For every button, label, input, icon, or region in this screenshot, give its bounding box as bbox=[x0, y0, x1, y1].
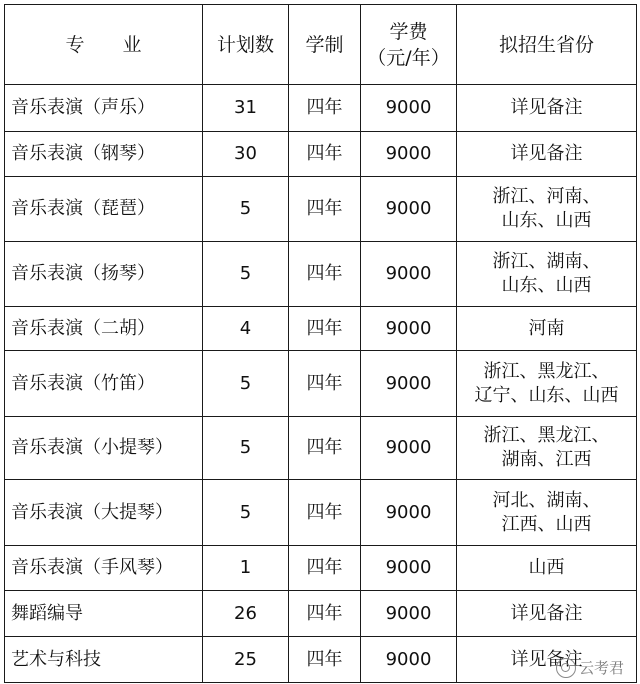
fee-cell: 9000 bbox=[361, 637, 457, 683]
table-row bbox=[5, 177, 637, 242]
plan-cell: 5 bbox=[203, 417, 289, 480]
provinces-cell bbox=[457, 242, 637, 307]
provinces-line: 详见备注 bbox=[510, 97, 583, 118]
major-cell: 音乐表演（琵琶） bbox=[5, 177, 203, 242]
table-row bbox=[5, 307, 637, 351]
header-tuition-line2: （元/年） bbox=[367, 46, 450, 69]
plan-cell: 31 bbox=[203, 85, 289, 132]
admissions-plan-table bbox=[4, 4, 637, 683]
plan-cell: 5 bbox=[203, 480, 289, 546]
plan-cell: 1 bbox=[203, 546, 289, 591]
provinces-line: 浙江、湖南、 bbox=[492, 251, 601, 272]
years-cell: 四年 bbox=[289, 177, 361, 242]
years-cell: 四年 bbox=[289, 480, 361, 546]
header-plan-count: 计划数 bbox=[203, 5, 289, 85]
provinces-cell bbox=[457, 591, 637, 637]
provinces-cell bbox=[457, 85, 637, 132]
years-cell: 四年 bbox=[289, 591, 361, 637]
provinces-line: 山东、山西 bbox=[501, 275, 592, 296]
years-cell: 四年 bbox=[289, 637, 361, 683]
fee-cell: 9000 bbox=[361, 242, 457, 307]
provinces-cell bbox=[457, 351, 637, 417]
provinces-line: 辽宁、山东、山西 bbox=[474, 384, 619, 406]
years-cell: 四年 bbox=[289, 307, 361, 351]
table-row bbox=[5, 637, 637, 683]
plan-cell: 5 bbox=[203, 242, 289, 307]
provinces-line: 山东、山西 bbox=[501, 210, 592, 231]
plan-cell: 5 bbox=[203, 177, 289, 242]
fee-cell: 9000 bbox=[361, 307, 457, 351]
plan-cell: 4 bbox=[203, 307, 289, 351]
table-row bbox=[5, 351, 637, 417]
major-cell: 音乐表演（声乐） bbox=[5, 85, 203, 132]
fee-cell: 9000 bbox=[361, 85, 457, 132]
major-cell: 音乐表演（大提琴） bbox=[5, 480, 203, 546]
header-tuition bbox=[361, 5, 457, 85]
major-cell: 音乐表演（钢琴） bbox=[5, 132, 203, 177]
years-cell: 四年 bbox=[289, 546, 361, 591]
table-row bbox=[5, 591, 637, 637]
major-cell: 音乐表演（扬琴） bbox=[5, 242, 203, 307]
provinces-line: 湖南、江西 bbox=[501, 449, 592, 470]
provinces-cell bbox=[457, 417, 637, 480]
plan-cell: 5 bbox=[203, 351, 289, 417]
watermark-text: 云考君 bbox=[578, 659, 624, 677]
table-row bbox=[5, 132, 637, 177]
provinces-line: 详见备注 bbox=[510, 143, 583, 164]
provinces-cell bbox=[457, 177, 637, 242]
years-cell: 四年 bbox=[289, 132, 361, 177]
major-cell: 音乐表演（手风琴） bbox=[5, 546, 203, 591]
table-row bbox=[5, 546, 637, 591]
major-cell: 舞蹈编导 bbox=[5, 591, 203, 637]
provinces-line: 浙江、黑龙江、 bbox=[483, 425, 610, 446]
provinces-cell bbox=[457, 546, 637, 591]
table-row bbox=[5, 85, 637, 132]
header-tuition-line1: 学费 bbox=[389, 20, 428, 43]
table-row bbox=[5, 480, 637, 546]
table-row bbox=[5, 242, 637, 307]
years-cell: 四年 bbox=[289, 85, 361, 132]
provinces-line: 江西、山西 bbox=[501, 513, 592, 535]
major-cell: 音乐表演（小提琴） bbox=[5, 417, 203, 480]
provinces-cell bbox=[457, 480, 637, 546]
fee-cell: 9000 bbox=[361, 546, 457, 591]
fee-cell: 9000 bbox=[361, 417, 457, 480]
header-years: 学制 bbox=[289, 5, 361, 85]
provinces-cell bbox=[457, 307, 637, 351]
header-provinces: 拟招生省份 bbox=[457, 5, 637, 85]
fee-cell: 9000 bbox=[361, 480, 457, 546]
plan-cell: 30 bbox=[203, 132, 289, 177]
header-major: 专 业 bbox=[5, 5, 203, 85]
major-cell: 艺术与科技 bbox=[5, 637, 203, 683]
fee-cell: 9000 bbox=[361, 132, 457, 177]
years-cell: 四年 bbox=[289, 242, 361, 307]
provinces-line: 山西 bbox=[528, 557, 565, 578]
fee-cell: 9000 bbox=[361, 177, 457, 242]
watermark-logo-icon bbox=[556, 658, 576, 678]
header-row bbox=[5, 5, 637, 85]
years-cell: 四年 bbox=[289, 351, 361, 417]
table-row bbox=[5, 417, 637, 480]
plan-cell: 26 bbox=[203, 591, 289, 637]
plan-cell: 25 bbox=[203, 637, 289, 683]
provinces-line: 浙江、黑龙江、 bbox=[483, 360, 610, 382]
watermark bbox=[556, 657, 624, 678]
fee-cell: 9000 bbox=[361, 591, 457, 637]
fee-cell: 9000 bbox=[361, 351, 457, 417]
major-cell: 音乐表演（竹笛） bbox=[5, 351, 203, 417]
years-cell: 四年 bbox=[289, 417, 361, 480]
provinces-line: 河北、湖南、 bbox=[492, 489, 601, 511]
provinces-cell bbox=[457, 132, 637, 177]
provinces-line: 详见备注 bbox=[510, 648, 583, 670]
provinces-line: 河南 bbox=[528, 317, 565, 339]
provinces-line: 详见备注 bbox=[510, 602, 583, 624]
provinces-line: 浙江、河南、 bbox=[492, 186, 601, 207]
major-cell: 音乐表演（二胡） bbox=[5, 307, 203, 351]
